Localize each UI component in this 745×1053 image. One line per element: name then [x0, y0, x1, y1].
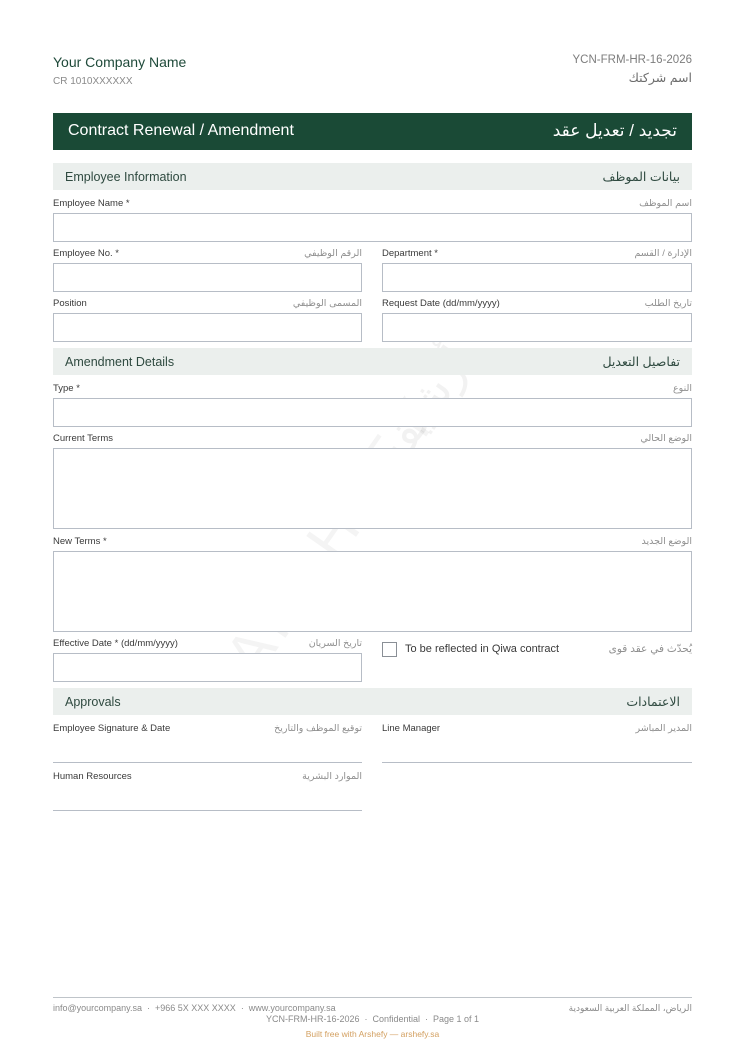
section-title: Approvals [65, 695, 121, 709]
human-resources-label-ar: الموارد البشرية [302, 771, 362, 782]
company-name: Your Company Name [53, 54, 187, 70]
new-terms-textarea[interactable] [53, 551, 692, 632]
department-field[interactable] [382, 263, 692, 292]
section-approvals [53, 688, 692, 715]
department-label: Department * [382, 248, 438, 259]
position-label: Position [53, 298, 87, 309]
line-manager-label: Line Manager [382, 723, 441, 734]
section-amendment-details [53, 348, 692, 375]
request-date-label: Request Date (dd/mm/yyyy) [382, 298, 500, 309]
new-terms-label: New Terms * [53, 536, 107, 547]
qiwa-checkbox-label-ar: يُحدّث في عقد قوى [608, 643, 692, 655]
employee-signature-label: Employee Signature & Date [53, 723, 171, 734]
human-resources-signature-line[interactable] [53, 810, 362, 811]
position-field[interactable] [53, 313, 362, 342]
request-date-label-ar: تاريخ الطلب [644, 298, 692, 309]
company-name-ar: اسم شركتك [628, 71, 692, 85]
current-terms-label-ar: الوضع الحالي [640, 433, 692, 444]
human-resources-label: Human Resources [53, 771, 132, 782]
footer-form-code: YCN-FRM-HR-16-2026 · Confidential · Page 1 of 1 [265, 1014, 480, 1024]
section-employee-information [53, 163, 692, 190]
type-label-ar: النوع [673, 383, 692, 394]
employee-no-field[interactable] [53, 263, 362, 292]
current-terms-textarea[interactable] [53, 448, 692, 529]
department-label-ar: الإدارة / القسم [634, 248, 692, 259]
company-cr-number: CR 1010XXXXXX [53, 76, 133, 87]
employee-name-label-ar: اسم الموظف [639, 198, 692, 209]
line-manager-signature-line[interactable] [382, 762, 692, 763]
form-title-ar: تجديد / تعديل عقد [552, 121, 677, 140]
footer-built-with: Built free with Arshefy — arshefy.sa [305, 1029, 440, 1039]
footer-address-ar: الرياض، المملكة العربية السعودية [568, 1003, 692, 1013]
footer-contacts: info@yourcompany.sa · +966 5X XXX XXXX · www.yourcompany.sa [53, 1003, 336, 1013]
employee-no-label-ar: الرقم الوظيفي [304, 248, 362, 259]
qiwa-checkbox[interactable] [382, 642, 397, 657]
current-terms-label: Current Terms [53, 433, 114, 444]
type-label: Type * [53, 383, 80, 394]
type-field[interactable] [53, 398, 692, 427]
effective-date-label-ar: تاريخ السريان [308, 638, 362, 649]
new-terms-label-ar: الوضع الجديد [641, 536, 692, 547]
request-date-field[interactable] [382, 313, 692, 342]
section-title-ar: تفاصيل التعديل [602, 355, 680, 369]
section-title-ar: بيانات الموظف [602, 170, 680, 184]
employee-signature-label-ar: توقيع الموظف والتاريخ [274, 723, 362, 734]
employee-signature-line[interactable] [53, 762, 362, 763]
employee-no-label: Employee No. * [53, 248, 120, 259]
line-manager-label-ar: المدير المباشر [635, 723, 692, 734]
section-title-ar: الاعتمادات [626, 695, 680, 709]
effective-date-label: Effective Date * (dd/mm/yyyy) [53, 638, 178, 649]
section-title: Employee Information [65, 170, 187, 184]
section-title: Amendment Details [65, 355, 175, 369]
form-code: YCN-FRM-HR-16-2026 [572, 54, 692, 66]
form-title: Contract Renewal / Amendment [68, 122, 294, 139]
qiwa-checkbox-label: To be reflected in Qiwa contract [405, 643, 560, 655]
position-label-ar: المسمى الوظيفي [292, 298, 362, 309]
form-title-bar [53, 113, 692, 150]
effective-date-field[interactable] [53, 653, 362, 682]
employee-name-label: Employee Name * [53, 198, 130, 209]
footer-divider [53, 997, 692, 998]
employee-name-field[interactable] [53, 213, 692, 242]
